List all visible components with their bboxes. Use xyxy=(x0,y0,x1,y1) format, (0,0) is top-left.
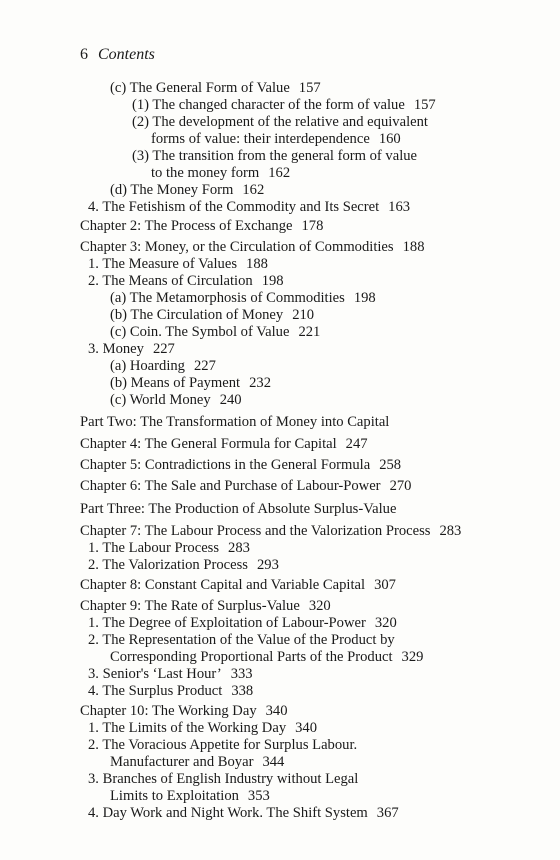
toc-entry xyxy=(88,770,358,788)
toc-entry-title: 2. The Voracious Appetite for Surplus Labour. xyxy=(88,737,358,753)
toc-entry xyxy=(110,753,284,771)
toc-entry-page: 258 xyxy=(379,457,402,473)
toc-entry-page: 340 xyxy=(265,703,288,719)
toc-entry xyxy=(110,374,271,392)
toc-entry-page: 320 xyxy=(308,598,331,614)
toc-entry-page: 227 xyxy=(152,341,175,357)
toc-entry-page: 270 xyxy=(389,478,412,494)
toc-entry-title: 3. Senior's ‘Last Hour’ xyxy=(88,666,222,682)
toc-entry-title: Chapter 3: Money, or the Circulation of Commodities xyxy=(80,239,394,255)
toc-entry-page: 162 xyxy=(242,182,265,198)
toc-entry-page: 162 xyxy=(268,165,291,181)
toc-entry-title: to the money form xyxy=(151,165,260,181)
toc-entry-page: 340 xyxy=(295,720,318,736)
toc-entry-title: Chapter 7: The Labour Process and the Valorization Process xyxy=(80,523,431,539)
toc-entry-title: (a) Hoarding xyxy=(110,358,185,374)
toc-entry-page: 329 xyxy=(401,649,424,665)
toc-entry-page: 188 xyxy=(246,256,268,272)
toc-entry-page: 157 xyxy=(413,97,436,113)
toc-entry-title: 1. The Limits of the Working Day xyxy=(88,720,287,736)
toc-entry xyxy=(110,648,423,666)
toc-entry-title: 3. Branches of English Industry without Legal xyxy=(88,771,359,787)
toc-entry-page: 293 xyxy=(256,557,279,573)
toc-entry-title: (b) The Circulation of Money xyxy=(110,307,284,323)
toc-entry xyxy=(88,631,395,649)
toc-entry-title: 2. The Means of Circulation xyxy=(88,273,253,289)
toc-entry-page: 188 xyxy=(402,239,425,255)
toc-entry xyxy=(80,500,396,518)
toc-entry-page: 160 xyxy=(378,131,401,147)
toc-entry-page: 178 xyxy=(301,218,324,234)
toc-entry-title: (c) World Money xyxy=(110,392,211,408)
toc-entry-title: 4. The Surplus Product xyxy=(88,683,223,699)
toc-entry xyxy=(80,597,331,615)
toc-entry-page: 221 xyxy=(298,324,321,340)
toc-entry-title: 2. The Representation of the Value of the Product by xyxy=(88,632,395,648)
toc-entry xyxy=(88,198,410,216)
toc-entry-title: forms of value: their interdependence xyxy=(151,131,370,147)
toc-entry-title: Corresponding Proportional Parts of the Product xyxy=(110,649,393,665)
toc-entry-page: 333 xyxy=(230,666,253,682)
toc-entry-page: 353 xyxy=(247,788,270,804)
toc-entry-page: 367 xyxy=(376,805,399,821)
toc-entry xyxy=(88,539,250,557)
toc-entry-title: Chapter 6: The Sale and Purchase of Labour-Power xyxy=(80,478,381,494)
toc-entry-title: 4. Day Work and Night Work. The Shift System xyxy=(88,805,368,821)
toc-entry-title: (1) The changed character of the form of value xyxy=(132,97,405,113)
toc-entry xyxy=(110,323,320,341)
toc-entry-title: Chapter 9: The Rate of Surplus-Value xyxy=(80,598,300,614)
toc-entry xyxy=(80,522,461,540)
toc-entry xyxy=(88,682,253,700)
toc-entry xyxy=(88,272,284,290)
toc-entry xyxy=(80,238,424,256)
toc-entry-title: Manufacturer and Boyar xyxy=(110,754,254,770)
toc-entry-title: Part Three: The Production of Absolute Surplus-Value xyxy=(80,501,397,517)
toc-entry-page: 338 xyxy=(231,683,254,699)
toc-entry xyxy=(132,147,417,165)
toc-entry-page: 227 xyxy=(193,358,216,374)
toc-entry-page: 163 xyxy=(388,199,411,215)
toc-entry-page: 210 xyxy=(292,307,315,323)
toc-entry xyxy=(151,164,290,182)
toc-entry xyxy=(88,719,317,737)
toc-entry xyxy=(80,477,411,495)
toc-entry-title: (2) The development of the relative and equivalent xyxy=(132,114,428,130)
toc-entry-page: 344 xyxy=(262,754,285,770)
toc-entry-title: Chapter 4: The General Formula for Capital xyxy=(80,436,337,452)
toc-entry-page: 240 xyxy=(219,392,242,408)
toc-entry xyxy=(88,255,268,273)
toc-entry-title: Part Two: The Transformation of Money into Capital xyxy=(80,414,390,430)
toc-entry xyxy=(110,289,376,307)
toc-entry xyxy=(88,665,253,683)
toc-entry-page: 320 xyxy=(374,615,397,631)
toc-entry xyxy=(80,576,396,594)
toc-entry-title: 3. Money xyxy=(88,341,144,357)
toc-entry-title: 2. The Valorization Process xyxy=(88,557,248,573)
toc-entry xyxy=(132,113,428,131)
toc-entry-title: (3) The transition from the general form of value xyxy=(132,148,418,164)
toc-entry xyxy=(110,787,270,805)
toc-entry-title: 1. The Degree of Exploitation of Labour-Power xyxy=(88,615,366,631)
toc-entry xyxy=(88,614,397,632)
toc-entry-page: 247 xyxy=(345,436,368,452)
toc-entry-title: Chapter 8: Constant Capital and Variable Capital xyxy=(80,577,366,593)
toc-entry-page: 283 xyxy=(439,523,462,539)
toc-entry xyxy=(80,702,288,720)
toc-entry xyxy=(110,306,314,324)
page-number: 6 xyxy=(80,46,88,63)
toc-entry-title: (b) Means of Payment xyxy=(110,375,241,391)
toc-entry-title: Chapter 2: The Process of Exchange xyxy=(80,218,293,234)
toc-entry-title: (c) The General Form of Value xyxy=(110,80,290,96)
toc-entry-title: Limits to Exploitation xyxy=(110,788,239,804)
toc-entry-title: Chapter 5: Contradictions in the General Formula xyxy=(80,457,371,473)
toc-entry-title: (a) The Metamorphosis of Commodities xyxy=(110,290,345,306)
toc-entry-title: Chapter 10: The Working Day xyxy=(80,703,257,719)
toc-entry xyxy=(80,435,368,453)
toc-entry-title: (d) The Money Form xyxy=(110,182,234,198)
toc-entry-page: 157 xyxy=(298,80,321,96)
toc-entry-page: 198 xyxy=(261,273,284,289)
toc-entry xyxy=(88,556,279,574)
toc-entry-page: 307 xyxy=(374,577,396,593)
toc-entry-title: 1. The Measure of Values xyxy=(88,256,238,272)
toc-entry xyxy=(110,357,216,375)
toc-entry-title: 4. The Fetishism of the Commodity and Its Secret xyxy=(88,199,380,215)
toc-entry-title: (c) Coin. The Symbol of Value xyxy=(110,324,290,340)
toc-entry xyxy=(110,79,321,97)
toc-entry-title: 1. The Labour Process xyxy=(88,540,220,556)
toc-entry-page: 198 xyxy=(353,290,376,306)
toc-entry xyxy=(80,456,401,474)
toc-entry xyxy=(80,413,389,431)
toc-entry xyxy=(110,181,264,199)
toc-entry xyxy=(80,217,323,235)
toc-entry xyxy=(88,736,357,754)
toc-entry xyxy=(151,130,401,148)
toc-entry xyxy=(88,804,399,822)
toc-entry xyxy=(110,391,242,409)
toc-entry-page: 283 xyxy=(228,540,250,556)
running-header xyxy=(80,46,155,64)
toc-entry-page: 232 xyxy=(249,375,271,391)
toc-entry xyxy=(88,340,175,358)
running-title: Contents xyxy=(98,46,155,63)
toc-entry xyxy=(132,96,436,114)
